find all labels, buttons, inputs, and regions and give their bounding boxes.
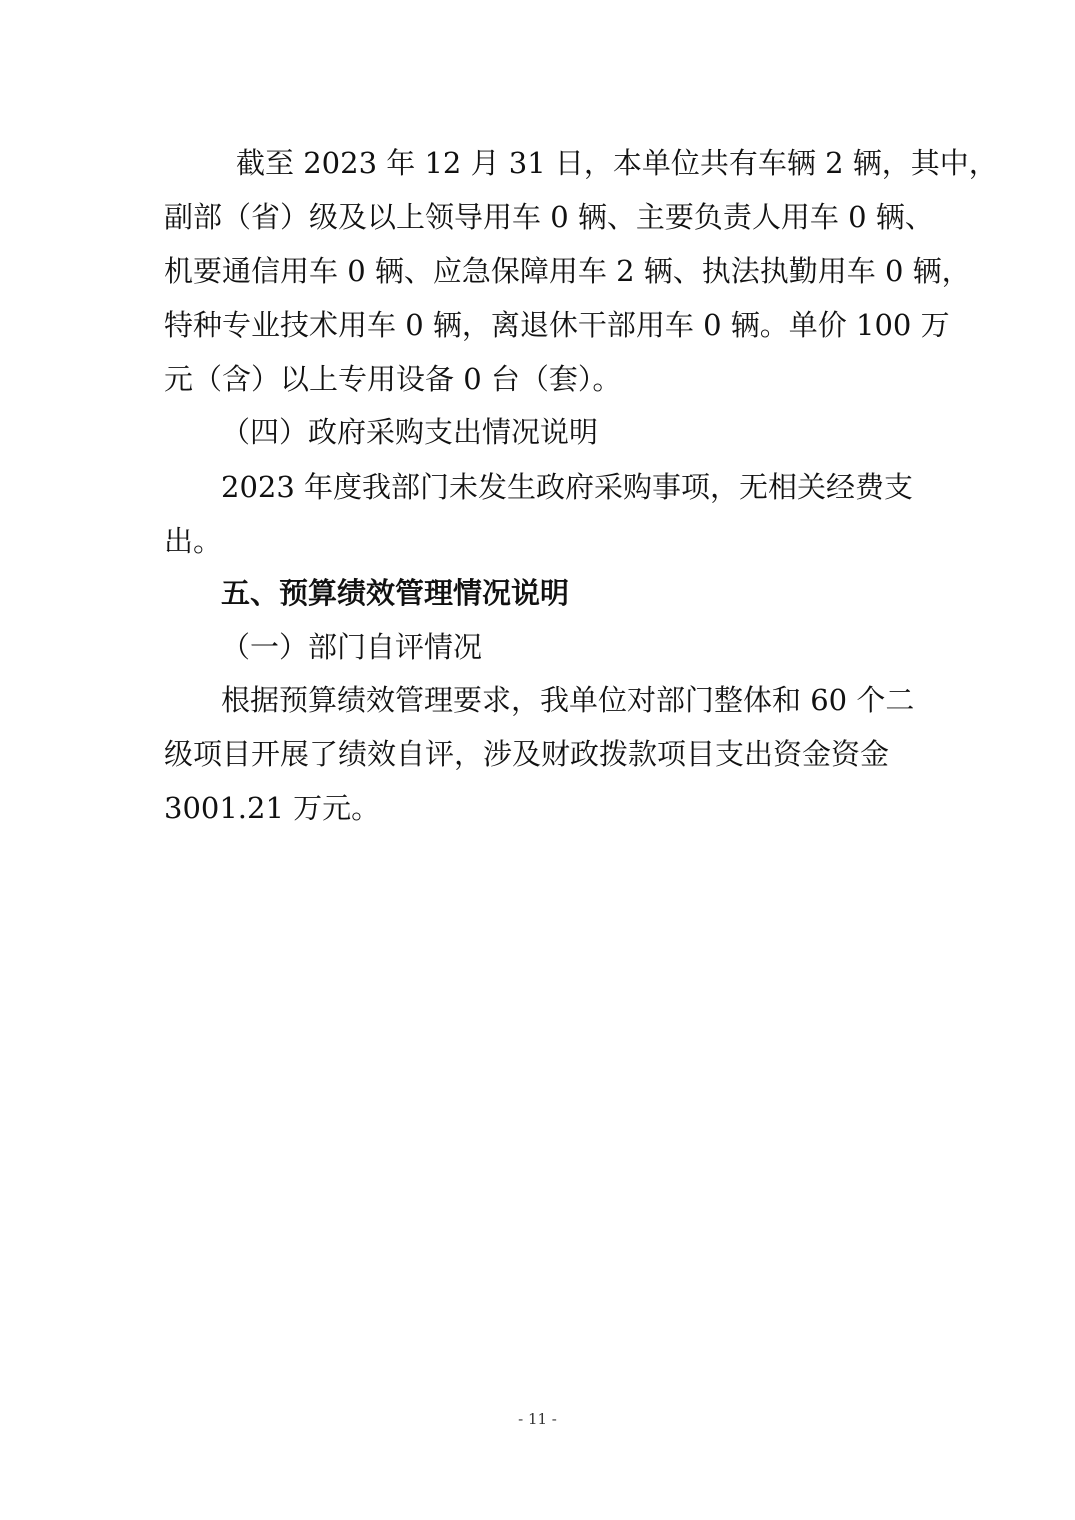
self-eval-paragraph-line-2: 级项目开展了绩效自评，涉及财政拨款项目支出资金资金: [164, 737, 890, 771]
procurement-subheading: （四）政府采购支出情况说明: [221, 415, 599, 449]
self-eval-paragraph-line-1: 根据预算绩效管理要求，我单位对部门整体和 60 个二: [221, 683, 915, 717]
vehicles-paragraph-line-2: 副部（省）级及以上领导用车 0 辆、主要负责人用车 0 辆、: [164, 200, 934, 234]
self-eval-paragraph-line-3: 3001.21 万元。: [164, 791, 381, 825]
procurement-paragraph-line-1: 2023 年度我部门未发生政府采购事项，无相关经费支: [221, 470, 914, 504]
procurement-paragraph-line-2: 出。: [164, 524, 223, 558]
page-number: - 11 -: [518, 1410, 557, 1428]
vehicles-paragraph-line-1: 截至 2023 年 12 月 31 日，本单位共有车辆 2 辆，其中，: [236, 146, 998, 180]
vehicles-paragraph-line-5: 元（含）以上专用设备 0 台（套）。: [164, 362, 622, 396]
vehicles-paragraph-line-4: 特种专业技术用车 0 辆，离退休干部用车 0 辆。单价 100 万: [164, 308, 950, 342]
vehicles-paragraph-line-3: 机要通信用车 0 辆、应急保障用车 2 辆、执法执勤用车 0 辆，: [164, 254, 971, 288]
self-eval-subheading: （一）部门自评情况: [221, 630, 483, 664]
performance-heading: 五、预算绩效管理情况说明: [221, 576, 570, 610]
